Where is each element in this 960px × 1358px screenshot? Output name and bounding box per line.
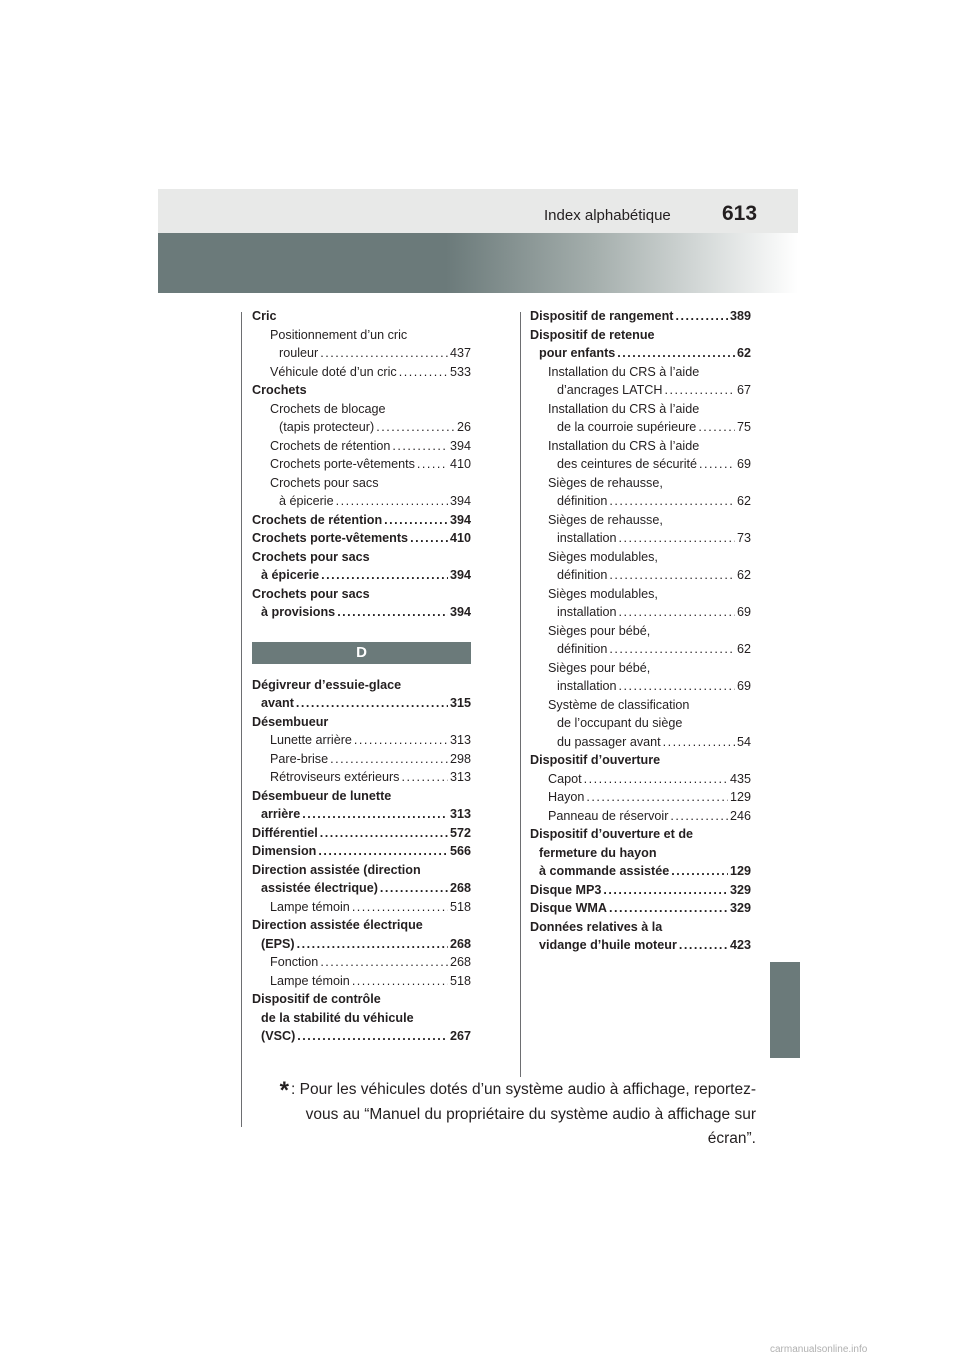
index-entry-text: Sièges modulables, bbox=[548, 549, 658, 564]
index-entry-text: fermeture du hayon bbox=[539, 845, 657, 860]
dot-leader bbox=[603, 881, 728, 900]
index-entry bbox=[530, 899, 751, 918]
index-entry-text: définition bbox=[557, 642, 608, 656]
index-entry-page: 69 bbox=[736, 605, 751, 619]
index-entry bbox=[530, 881, 751, 900]
index-entry-text: à provisions bbox=[261, 605, 336, 619]
index-entry-page: 518 bbox=[449, 899, 471, 914]
index-entry bbox=[530, 788, 751, 807]
dot-leader bbox=[354, 731, 448, 750]
index-entry-text: Dispositif d’ouverture et de bbox=[530, 827, 694, 841]
dot-leader bbox=[698, 418, 735, 437]
index-entry bbox=[252, 713, 471, 732]
page-number: 613 bbox=[722, 202, 758, 225]
index-entry bbox=[252, 1027, 471, 1046]
index-entry-page: 313 bbox=[449, 807, 471, 821]
index-entry-text: Désembueur bbox=[252, 714, 329, 729]
index-entry bbox=[530, 363, 751, 382]
index-entry-text: pour enfants bbox=[539, 346, 616, 360]
dot-leader bbox=[670, 807, 728, 826]
index-entry-page: 329 bbox=[729, 901, 751, 915]
dot-leader bbox=[297, 935, 448, 954]
index-entry-text: Rétroviseurs extérieurs bbox=[270, 770, 400, 784]
index-entry bbox=[530, 659, 751, 678]
index-entry bbox=[252, 694, 471, 713]
index-group-c bbox=[252, 307, 471, 622]
index-group-d-continued bbox=[530, 307, 751, 955]
dot-leader bbox=[617, 344, 735, 363]
index-entry bbox=[252, 935, 471, 954]
dot-leader bbox=[609, 566, 735, 585]
index-entry-text: Crochets de rétention bbox=[252, 512, 383, 527]
index-entry-text: du passager avant bbox=[557, 734, 661, 749]
index-entry-page: 129 bbox=[729, 790, 751, 804]
dot-leader bbox=[584, 770, 728, 789]
index-entry bbox=[252, 953, 471, 972]
index-entry-text: Sièges pour bébé, bbox=[548, 623, 651, 638]
index-entry bbox=[252, 511, 471, 530]
index-group-d bbox=[252, 676, 471, 1046]
index-entry-text: de la courroie supérieure bbox=[557, 420, 697, 434]
index-entry-page: 267 bbox=[449, 1029, 471, 1043]
index-entry-page: 69 bbox=[736, 457, 751, 471]
dot-leader bbox=[679, 936, 728, 955]
dot-leader bbox=[663, 733, 735, 752]
index-entry bbox=[252, 990, 471, 1009]
index-entry-text: Différentiel bbox=[252, 825, 318, 840]
index-entry bbox=[530, 825, 751, 844]
index-entry-text: Installation du CRS à l’aide bbox=[548, 438, 700, 453]
footnote-marker: * bbox=[279, 1077, 290, 1104]
index-entry-page: 435 bbox=[729, 771, 751, 786]
index-entry-text: Dispositif d’ouverture bbox=[530, 753, 661, 767]
index-entry bbox=[530, 936, 751, 955]
index-entry-text: Dispositif de contrôle bbox=[252, 992, 381, 1006]
index-entry-text: d’ancrages LATCH bbox=[557, 383, 663, 397]
dot-leader bbox=[609, 492, 735, 511]
index-entry-text: Sièges modulables, bbox=[548, 586, 658, 601]
index-entry bbox=[530, 474, 751, 493]
index-entry bbox=[252, 529, 471, 548]
index-entry bbox=[252, 676, 471, 695]
index-entry-text: Système de classification bbox=[548, 697, 690, 712]
index-entry-text: (tapis protecteur) bbox=[279, 420, 375, 434]
index-entry-page: 410 bbox=[449, 531, 471, 545]
index-entry-page: 394 bbox=[449, 605, 471, 619]
dot-leader bbox=[321, 566, 448, 585]
dot-leader bbox=[392, 437, 448, 456]
index-entry bbox=[530, 400, 751, 419]
dot-leader bbox=[586, 788, 728, 807]
dot-leader bbox=[401, 768, 448, 787]
index-entry-page: 298 bbox=[449, 751, 471, 766]
index-entry-text: Installation du CRS à l’aide bbox=[548, 401, 700, 416]
index-entry-page: 62 bbox=[736, 568, 751, 582]
dot-leader bbox=[609, 640, 735, 659]
index-entry bbox=[252, 437, 471, 456]
dot-leader bbox=[330, 750, 448, 769]
dot-leader bbox=[320, 344, 448, 363]
index-entry-page: 329 bbox=[729, 882, 751, 897]
dot-leader bbox=[619, 529, 735, 548]
left-margin-line bbox=[241, 312, 242, 1127]
index-entry-text: Désembueur de lunette bbox=[252, 788, 392, 803]
dot-leader bbox=[384, 511, 448, 530]
index-entry bbox=[252, 566, 471, 585]
index-entry bbox=[252, 474, 471, 493]
index-entry bbox=[252, 1009, 471, 1028]
index-entry-page: 394 bbox=[449, 438, 471, 453]
index-entry bbox=[252, 879, 471, 898]
index-entry-page: 313 bbox=[449, 770, 471, 784]
index-entry-text: Données relatives à la bbox=[530, 919, 663, 934]
index-entry-page: 518 bbox=[449, 973, 471, 988]
index-entry bbox=[530, 603, 751, 622]
index-entry bbox=[530, 770, 751, 789]
index-entry-page: 394 bbox=[449, 568, 471, 582]
index-entry-page: 62 bbox=[736, 494, 751, 508]
index-entry bbox=[252, 824, 471, 843]
index-column-2 bbox=[530, 307, 751, 955]
index-entry bbox=[252, 916, 471, 935]
dot-leader bbox=[664, 381, 735, 400]
index-entry-page: 268 bbox=[449, 936, 471, 951]
index-entry bbox=[530, 437, 751, 456]
header-bar bbox=[158, 189, 798, 233]
index-entry-text: Crochets pour sacs bbox=[252, 586, 370, 601]
index-entry-page: 67 bbox=[736, 383, 751, 397]
index-entry-text: Crochets porte-vêtements bbox=[270, 457, 415, 471]
dot-leader bbox=[320, 953, 448, 972]
index-entry-page: 389 bbox=[729, 309, 751, 323]
dot-leader bbox=[352, 898, 448, 917]
index-entry-text: avant bbox=[261, 696, 294, 710]
index-entry bbox=[252, 381, 471, 400]
index-entry-page: 129 bbox=[729, 864, 751, 878]
index-entry-text: Capot bbox=[548, 771, 582, 786]
index-entry-text: Sièges pour bébé, bbox=[548, 660, 651, 675]
index-entry bbox=[530, 640, 751, 659]
index-entry-text: Direction assistée électrique bbox=[252, 918, 423, 932]
index-entry bbox=[252, 731, 471, 750]
index-entry bbox=[530, 918, 751, 937]
index-entry bbox=[252, 455, 471, 474]
index-entry-page: 268 bbox=[449, 881, 471, 895]
index-entry-text: (EPS) bbox=[261, 936, 295, 951]
index-entry-text: à commande assistée bbox=[539, 864, 670, 878]
index-entry-text: arrière bbox=[261, 807, 301, 821]
index-entry-text: définition bbox=[557, 568, 608, 582]
dot-leader bbox=[619, 603, 735, 622]
index-entry-page: 268 bbox=[449, 955, 471, 969]
index-entry-page: 572 bbox=[449, 825, 471, 840]
watermark: carmanualsonline.info bbox=[770, 1344, 868, 1355]
index-entry-text: Direction assistée (direction bbox=[252, 862, 421, 877]
index-entry-page: 69 bbox=[736, 679, 751, 693]
index-entry-text: Crochets pour sacs bbox=[252, 549, 370, 564]
index-entry bbox=[252, 400, 471, 419]
index-entry bbox=[252, 750, 471, 769]
index-entry-page: 62 bbox=[736, 642, 751, 656]
index-entry-text: installation bbox=[557, 531, 617, 545]
chapter-tab bbox=[770, 962, 800, 1058]
dot-leader bbox=[320, 824, 448, 843]
index-entry bbox=[252, 768, 471, 787]
dot-leader bbox=[380, 879, 448, 898]
index-entry bbox=[530, 844, 751, 863]
index-entry bbox=[530, 751, 751, 770]
index-entry bbox=[530, 418, 751, 437]
dot-leader bbox=[410, 529, 448, 548]
index-entry bbox=[252, 898, 471, 917]
index-entry bbox=[252, 492, 471, 511]
index-entry bbox=[252, 805, 471, 824]
index-entry-text: Lampe témoin bbox=[270, 899, 350, 914]
index-entry-text: Fonction bbox=[270, 955, 319, 969]
index-entry-text: installation bbox=[557, 679, 617, 693]
index-entry-text: de la stabilité du véhicule bbox=[261, 1010, 414, 1025]
index-entry-text: des ceintures de sécurité bbox=[557, 457, 698, 471]
index-entry bbox=[530, 585, 751, 604]
dot-leader bbox=[609, 899, 728, 918]
index-entry-page: 423 bbox=[729, 938, 751, 952]
index-entry-page: 566 bbox=[449, 844, 471, 858]
index-entry-page: 26 bbox=[456, 420, 471, 434]
index-entry-page: 394 bbox=[449, 512, 471, 527]
index-entry bbox=[530, 622, 751, 641]
footnote bbox=[256, 1078, 756, 1151]
index-entry bbox=[530, 862, 751, 881]
index-entry-text: Crochets pour sacs bbox=[270, 475, 379, 490]
index-entry-text: Hayon bbox=[548, 790, 585, 804]
index-entry bbox=[530, 511, 751, 530]
index-entry-page: 315 bbox=[449, 696, 471, 710]
index-entry-text: Pare-brise bbox=[270, 751, 329, 766]
dot-leader bbox=[417, 455, 448, 474]
dot-leader bbox=[296, 694, 448, 713]
index-entry-text: de l’occupant du siège bbox=[557, 716, 683, 730]
index-entry bbox=[530, 344, 751, 363]
index-entry-page: 54 bbox=[736, 734, 751, 749]
index-entry-text: Véhicule doté d’un cric bbox=[270, 364, 397, 379]
index-entry-text: Dispositif de rangement bbox=[530, 309, 674, 323]
index-entry bbox=[252, 603, 471, 622]
index-entry bbox=[530, 529, 751, 548]
index-entry-text: assistée électrique) bbox=[261, 881, 378, 895]
index-entry-text: Dimension bbox=[252, 844, 317, 858]
index-entry-text: Sièges de rehausse, bbox=[548, 475, 663, 490]
dot-leader bbox=[336, 492, 448, 511]
index-entry-text: vidange d’huile moteur bbox=[539, 938, 677, 952]
dot-leader bbox=[699, 455, 735, 474]
dot-leader bbox=[337, 603, 448, 622]
index-entry-text: rouleur bbox=[279, 346, 319, 360]
index-entry-text: à épicerie bbox=[279, 494, 334, 508]
index-column-1 bbox=[252, 307, 471, 1046]
index-entry bbox=[530, 696, 751, 715]
index-entry-text: Lampe témoin bbox=[270, 973, 350, 988]
dot-leader bbox=[619, 677, 735, 696]
index-entry-text: Dispositif de retenue bbox=[530, 327, 655, 342]
dot-leader bbox=[671, 862, 728, 881]
index-entry bbox=[530, 566, 751, 585]
index-entry-page: 533 bbox=[449, 364, 471, 379]
dot-leader bbox=[297, 1027, 448, 1046]
index-entry bbox=[530, 714, 751, 733]
footnote-text: : Pour les véhicules dotés d’un système audio à affichage, reportez-vous au “Manuel du propriétaire du système audio à affichage sur écran”. bbox=[291, 1081, 756, 1147]
column-divider bbox=[520, 312, 521, 1077]
index-entry bbox=[530, 381, 751, 400]
index-entry-text: Crochets porte-vêtements bbox=[252, 531, 409, 545]
index-entry-text: (VSC) bbox=[261, 1029, 296, 1043]
index-entry bbox=[252, 326, 471, 345]
index-entry-page: 246 bbox=[729, 808, 751, 823]
header-band bbox=[158, 233, 798, 293]
index-entry-text: Lunette arrière bbox=[270, 733, 352, 747]
section-letter-bar: D bbox=[252, 642, 471, 664]
index-entry bbox=[252, 972, 471, 991]
index-entry bbox=[530, 807, 751, 826]
index-entry-text: Positionnement d’un cric bbox=[270, 327, 408, 342]
index-entry-page: 62 bbox=[736, 346, 751, 360]
index-entry bbox=[530, 455, 751, 474]
index-entry bbox=[252, 842, 471, 861]
index-entry bbox=[252, 787, 471, 806]
index-entry bbox=[530, 548, 751, 567]
dot-leader bbox=[302, 805, 448, 824]
index-entry-text: définition bbox=[557, 494, 608, 508]
index-entry-page: 73 bbox=[736, 531, 751, 545]
dot-leader bbox=[376, 418, 455, 437]
index-entry-text: Crochets bbox=[252, 383, 307, 397]
index-entry bbox=[530, 307, 751, 326]
index-entry-text: Disque WMA bbox=[530, 901, 607, 915]
index-entry-page: 313 bbox=[449, 733, 471, 747]
index-entry-text: à épicerie bbox=[261, 568, 320, 582]
index-entry bbox=[252, 861, 471, 880]
index-entry-text: Crochets de rétention bbox=[270, 438, 391, 453]
dot-leader bbox=[318, 842, 448, 861]
index-entry bbox=[530, 326, 751, 345]
dot-leader bbox=[399, 363, 448, 382]
index-entry-text: Crochets de blocage bbox=[270, 401, 386, 416]
index-entry-page: 410 bbox=[449, 457, 471, 471]
index-entry bbox=[530, 733, 751, 752]
index-entry-text: Dégivreur d’essuie-glace bbox=[252, 677, 402, 692]
index-entry bbox=[530, 677, 751, 696]
index-entry bbox=[252, 307, 471, 326]
dot-leader bbox=[352, 972, 448, 991]
index-entry-text: Disque MP3 bbox=[530, 882, 602, 897]
dot-leader bbox=[675, 307, 728, 326]
index-entry-page: 437 bbox=[449, 346, 471, 360]
index-entry bbox=[530, 492, 751, 511]
index-entry bbox=[252, 585, 471, 604]
index-entry bbox=[252, 363, 471, 382]
index-entry-page: 75 bbox=[736, 420, 751, 434]
index-entry bbox=[252, 344, 471, 363]
index-entry-text: Cric bbox=[252, 309, 277, 323]
index-entry-text: Sièges de rehausse, bbox=[548, 512, 663, 527]
index-entry-text: Installation du CRS à l’aide bbox=[548, 364, 700, 379]
index-entry-text: installation bbox=[557, 605, 617, 619]
index-entry bbox=[252, 418, 471, 437]
page-title: Index alphabétique bbox=[544, 207, 671, 224]
index-entry bbox=[252, 548, 471, 567]
index-entry-text: Panneau de réservoir bbox=[548, 808, 669, 823]
index-entry-page: 394 bbox=[449, 494, 471, 508]
